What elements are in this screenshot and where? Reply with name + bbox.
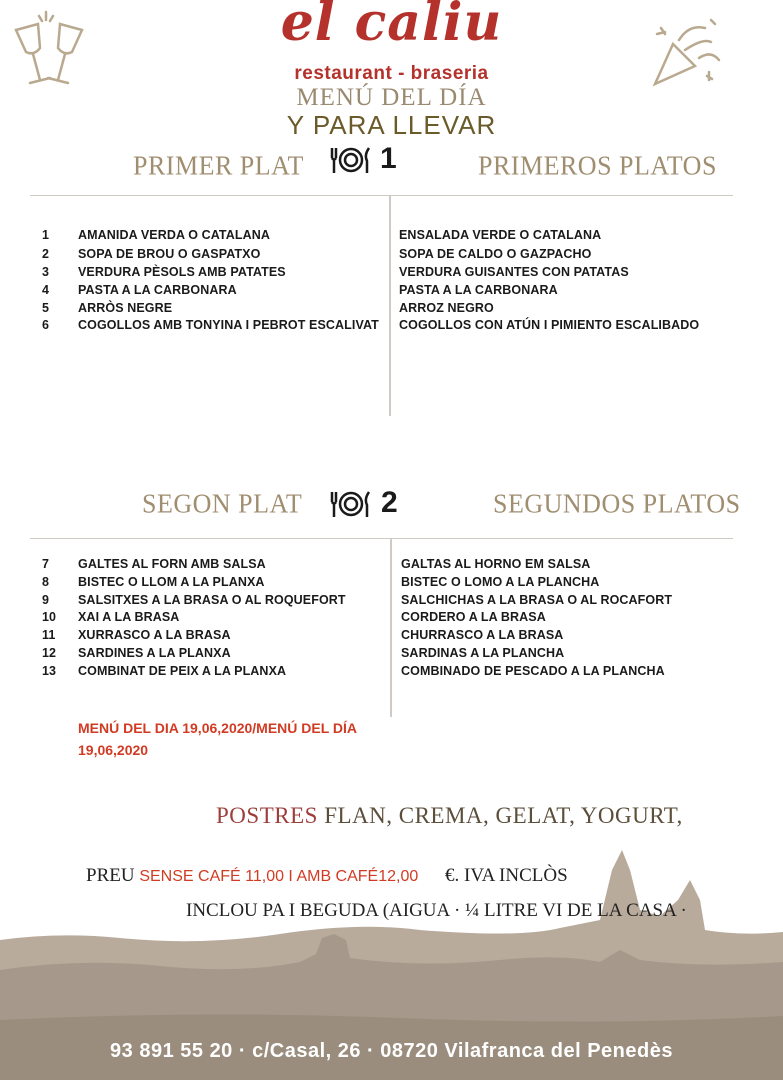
item-name-ca: VERDURA PÈSOLS AMB PATATES (78, 265, 286, 279)
list-item (42, 557, 49, 571)
brand-logo: el caliu (280, 0, 503, 53)
price-suffix: €. IVA INCLÒS (445, 865, 568, 886)
item-number: 6 (42, 318, 50, 332)
desserts-label: POSTRES (216, 803, 318, 828)
item-name-ca: SARDINES A LA PLANXA (78, 646, 231, 660)
list-item (42, 228, 49, 242)
item-name-es: BISTEC O LOMO A LA PLANCHA (401, 575, 600, 589)
divider (30, 195, 733, 196)
cutlery-plate-icon (329, 145, 373, 175)
item-name-es: ENSALADA VERDE O CATALANA (399, 228, 602, 242)
brand-subtitle: restaurant - braseria (294, 63, 489, 84)
item-name-ca: GALTES AL FORN AMB SALSA (78, 557, 266, 571)
divider (30, 538, 733, 539)
list-item (42, 575, 49, 589)
item-number: 11 (42, 628, 56, 642)
price-value: SENSE CAFÉ 11,00 I AMB CAFÉ12,00 (139, 868, 419, 885)
item-name-es: CHURRASCO A LA BRASA (401, 628, 564, 642)
column-divider (390, 539, 392, 717)
desserts-items: FLAN, CREMA, GELAT, YOGURT, (317, 803, 683, 828)
item-name-ca: BISTEC O LLOM A LA PLANXA (78, 575, 265, 589)
list-item (42, 265, 49, 279)
item-name-ca: XURRASCO A LA BRASA (78, 628, 231, 642)
first-course-heading-es: PRIMEROS PLATOS (478, 150, 717, 181)
item-name-es: COGOLLOS CON ATÚN I PIMIENTO ESCALIBADO (399, 318, 700, 332)
item-number: 3 (42, 265, 50, 279)
item-name-ca: COMBINAT DE PEIX A LA PLANXA (78, 664, 287, 678)
item-name-es: GALTAS AL HORNO EM SALSA (401, 557, 591, 571)
menu-title-takeaway: Y PARA LLEVAR (286, 110, 497, 140)
price-line (86, 865, 568, 887)
item-number: 2 (42, 247, 50, 261)
list-item (42, 318, 49, 332)
item-number: 10 (42, 610, 57, 624)
item-name-es: CORDERO A LA BRASA (401, 610, 546, 624)
item-name-es: SARDINAS A LA PLANCHA (401, 646, 565, 660)
list-item (42, 593, 49, 607)
first-course-number: 1 (380, 142, 397, 175)
item-name-es: COMBINADO DE PESCADO A LA PLANCHA (401, 664, 665, 678)
item-name-es: SALCHICHAS A LA BRASA O AL ROCAFORT (401, 593, 673, 607)
item-number: 7 (42, 557, 50, 571)
second-course-heading-es: SEGUNDOS PLATOS (493, 488, 741, 519)
footer-contact: 93 891 55 20 · c/Casal, 26 · 08720 Vilafranca del Penedès (110, 1040, 673, 1062)
menu-title: MENÚ DEL DÍA (296, 84, 487, 111)
item-name-ca: AMANIDA VERDA O CATALANA (78, 228, 270, 242)
list-item (42, 301, 49, 315)
item-name-ca: XAI A LA BRASA (78, 610, 180, 624)
column-divider (389, 196, 391, 416)
item-name-es: ARROZ NEGRO (399, 301, 494, 315)
price-prefix: PREU (86, 865, 135, 886)
second-course-heading-ca: SEGON PLAT (142, 488, 303, 519)
item-name-es: PASTA A LA CARBONARA (399, 283, 558, 297)
item-number: 8 (42, 575, 50, 589)
list-item (42, 628, 55, 642)
list-item (42, 664, 56, 678)
item-name-ca: PASTA A LA CARBONARA (78, 283, 237, 297)
second-course-number: 2 (381, 486, 398, 519)
item-number: 13 (42, 664, 57, 678)
item-name-ca: ARRÒS NEGRE (78, 301, 173, 315)
list-item (42, 247, 49, 261)
first-course-heading-ca: PRIMER PLAT (133, 150, 304, 181)
item-number: 4 (42, 283, 50, 297)
item-name-es: VERDURA GUISANTES CON PATATAS (399, 265, 629, 279)
list-item (42, 610, 56, 624)
item-number: 1 (42, 228, 50, 242)
item-name-ca: COGOLLOS AMB TONYINA I PEBROT ESCALIVAT (78, 318, 379, 332)
list-item (42, 646, 56, 660)
menu-date-note: MENÚ DEL DIA 19,06,2020/MENÚ DEL DÍA 19,06,2020 (78, 720, 357, 758)
cutlery-plate-icon (329, 489, 373, 519)
desserts-line (216, 803, 683, 829)
item-number: 12 (42, 646, 57, 660)
item-name-es: SOPA DE CALDO O GAZPACHO (399, 247, 592, 261)
item-name-ca: SOPA DE BROU O GASPATXO (78, 247, 261, 261)
item-number: 5 (42, 301, 50, 315)
item-name-ca: SALSITXES A LA BRASA O AL ROQUEFORT (78, 593, 346, 607)
list-item (42, 283, 49, 297)
includes-line: INCLOU PA I BEGUDA (AIGUA · ¼ LITRE VI DE LA CASA · (186, 900, 687, 921)
item-number: 9 (42, 593, 50, 607)
